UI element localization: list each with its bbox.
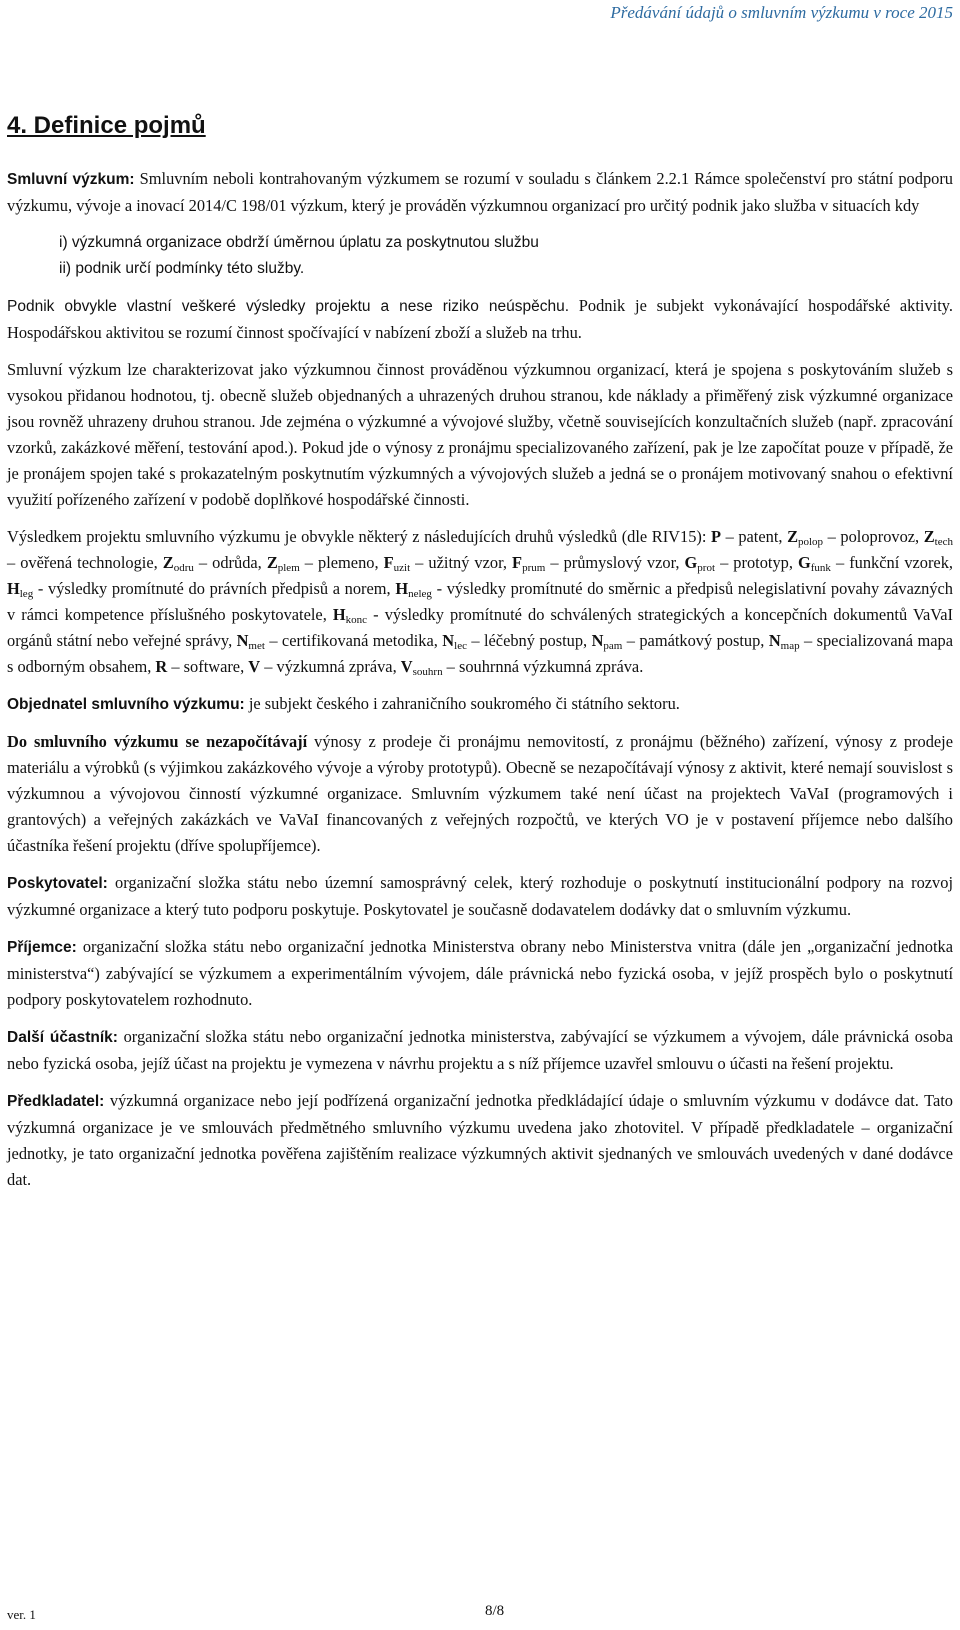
result-type-description: – prototyp,	[715, 553, 798, 572]
result-type-code: Z	[923, 527, 935, 546]
result-type-description: – specializovaná mapa s odborným obsahem,	[7, 631, 953, 676]
definitions-body	[7, 166, 953, 1204]
result-type-description: – certifikovaná metodika,	[264, 631, 443, 650]
result-type	[711, 527, 787, 546]
result-type	[384, 553, 512, 572]
result-type	[7, 579, 395, 598]
term-predkladatel: Předkladatel:	[7, 1093, 105, 1110]
paragraph-poskytovatel	[7, 870, 953, 923]
paragraph-charakteristika: Smluvní výzkum lze charakterizovat jako výzkumnou činnost prováděnou výzkumnou organizací, která je spojena s poskytováním služeb s vysokou přidanou hodnotou, tj. obecně služeb objednaných a uhrazených druhou stranou, kde náklady a přiměřený zisk výzkumné organizace jsou rovněž uhrazeny druhou stranou. Jde zejména o výzkumné a vývojové služby, včetně souvisejících konzultačních služeb (např. zpracování vzorků, zakázkové měření, testování apod.). Pokud jde o výnosy z pronájmu specializovaného zařízení, pak je lze započítat pouze v případě, že je pronájem spojen také s prokazatelným poskytnutím výzkumných a vývojových služeb a jedná se o pronájem motivovaný snahou o efektivní využití pořízeného zařízení v podobě doplňkové hospodářské činnosti.	[7, 360, 953, 509]
page-number: 8/8	[485, 1603, 505, 1619]
result-type-code: G	[798, 553, 811, 572]
result-type-subscript: konc	[345, 614, 368, 626]
result-type-code: G	[684, 553, 698, 572]
result-type-code: Z	[162, 553, 174, 572]
paragraph-dalsi-ucastnik	[7, 1024, 953, 1077]
definition-text: organizační složka státu nebo organizační jednotka Ministerstva obrany nebo Ministerstva vnitra (dále jen „organizační jednotka ministerstva“) zabývající se výzkumem a experimentálním vývojem, dále právnická nebo fyzická osoba, v jejíž prospěch bylo o poskytnutí podpory poskytovatelem rozhodnuto.	[7, 937, 953, 1009]
result-type-subscript: neleg	[408, 588, 432, 600]
term-poskytovatel: Poskytovatel:	[7, 875, 108, 892]
result-type-subscript: met	[248, 640, 265, 652]
result-type-description: – souhrnná výzkumná zpráva.	[442, 657, 644, 676]
result-types-list	[7, 527, 953, 676]
result-type	[787, 527, 924, 546]
result-type-description: – ověřená technologie,	[7, 553, 163, 572]
podnik-sentence: Podnik obvykle vlastní veškeré výsledky projektu a nese riziko neúspěchu.	[7, 298, 570, 315]
paragraph-druhy-vysledku	[7, 524, 953, 680]
result-type-description: – plemeno,	[299, 553, 384, 572]
result-type-code: R	[155, 657, 168, 676]
result-type-code: P	[710, 527, 721, 546]
result-type	[798, 553, 953, 572]
result-type-description: – výzkumná zpráva,	[260, 657, 401, 676]
paragraph-objednatel	[7, 691, 953, 718]
result-type-subscript: uzit	[393, 562, 411, 574]
result-type-code: H	[332, 605, 346, 624]
conditions-list	[7, 230, 953, 282]
result-type	[163, 553, 267, 572]
result-type-description: – patent,	[721, 527, 788, 546]
paragraph-predkladatel	[7, 1088, 953, 1193]
page-footer	[7, 1603, 953, 1625]
result-type-code: V	[248, 657, 261, 676]
result-type-subscript: odru	[173, 562, 194, 574]
result-type-description: – software,	[167, 657, 249, 676]
result-type-code: N	[442, 631, 455, 650]
result-type-description: – léčebný postup,	[466, 631, 592, 650]
result-type-code: V	[400, 657, 413, 676]
term-nezapocitavaji: Do smluvního výzkumu se nezapočítávají	[7, 732, 308, 751]
result-type-description: – poloprovoz,	[823, 527, 924, 546]
definition-text: organizační složka státu nebo územní samosprávný celek, který rozhoduje o poskytnutí institucionální podpory na rozvoj výzkumné organizace a který tuto podporu poskytuje. Poskytovatel je současně dodavatelem dodávky dat o smluvním výzkumu.	[7, 873, 953, 919]
result-type-description: – užitný vzor,	[410, 553, 513, 572]
podnik-text: Podnik je subjekt vykonávající hospodářské aktivity. Hospodářskou aktivitou se rozumí činnost spočívající v nabízení zboží a služeb na trhu.	[7, 296, 954, 342]
result-type-subscript: souhrn	[412, 666, 443, 678]
result-type-code: F	[512, 553, 523, 572]
result-type-subscript: tech	[934, 536, 953, 548]
result-type-subscript: pam	[603, 640, 623, 652]
result-type-code: N	[591, 631, 604, 650]
result-type-subscript: prot	[697, 562, 716, 574]
result-type-code: H	[7, 579, 20, 598]
result-type-subscript: lec	[454, 640, 467, 652]
term-objednatel: Objednatel smluvního výzkumu:	[7, 696, 245, 713]
paragraph-podnik	[7, 293, 953, 346]
paragraph-prijemce	[7, 934, 953, 1013]
definition-text: Smluvním neboli kontrahovaným výzkumem se rozumí v souladu s článkem 2.2.1 Rámce společenství pro státní podporu výzkumu, vývoje a inovací 2014/C 198/01 výzkum, který je prováděn výzkumnou organizací pro určitý podnik jako služba v situacích kdy	[7, 169, 953, 215]
result-type-code: Z	[266, 553, 278, 572]
result-type	[237, 631, 443, 650]
result-type-code: N	[236, 631, 249, 650]
result-type-subscript: plem	[277, 562, 300, 574]
paragraph-nezapocitavaji	[7, 729, 953, 859]
version-label: ver. 1	[7, 1607, 36, 1622]
term-smluvni-vyzkum: Smluvní výzkum:	[7, 171, 135, 188]
result-type-subscript: map	[780, 640, 800, 652]
result-type	[512, 553, 685, 572]
result-type-subscript: funk	[810, 562, 831, 574]
result-types-intro: Výsledkem projektu smluvního výzkumu je obvykle některý z následujících druhů výsledků (dle RIV15):	[7, 527, 711, 546]
result-type	[685, 553, 798, 572]
running-header: Předávání údajů o smluvním výzkumu v roce 2015	[610, 3, 953, 22]
result-type-subscript: prum	[522, 562, 546, 574]
term-dalsi-ucastnik: Další účastník:	[7, 1029, 118, 1046]
result-type-code: N	[768, 631, 781, 650]
section-title: 4. Definice pojmů	[7, 112, 206, 139]
result-type	[155, 657, 248, 676]
definition-text: je subjekt českého i zahraničního soukromého či státního sektoru.	[244, 694, 680, 713]
result-type-code: Z	[787, 527, 798, 546]
result-type-subscript: leg	[19, 588, 34, 600]
result-type-description: – odrůda,	[193, 553, 267, 572]
result-type-description: - výsledky promítnuté do směrnic a předpisů nelegislativní povahy závazných v rámci kompetence příslušného poskytovatele,	[7, 579, 953, 624]
result-type	[248, 657, 400, 676]
result-type-code: H	[395, 579, 409, 598]
result-type	[401, 657, 644, 676]
result-type-description: – průmyslový vzor,	[545, 553, 685, 572]
result-type-description: – památkový postup,	[622, 631, 769, 650]
definition-text: výnosy z prodeje či pronájmu nemovitostí, z pronájmu (běžného) zařízení, výnosy z prodeje materiálu a výrobků (s výjimkou zakázkového vývoje a výroby prototypů). Obecně se nezapočítávají výnosy z aktivit, které nemají souvislost s výzkumnou a vývojovou činností výzkumné organizace. Smluvním výzkumem také není účast na projektech VaVaI (programových i grantových) a veřejných zakázkách ve VaVaI financovaných z veřejných rozpočtů, ve kterých VO je v postavení příjemce nebo dalšího účastníka řešení projektu (dříve spolupříjemce).	[7, 732, 953, 855]
term-prijemce: Příjemce:	[7, 939, 77, 956]
result-type-description: - výsledky promítnuté do právních předpisů a norem,	[33, 579, 396, 598]
result-type	[267, 553, 384, 572]
result-type	[592, 631, 769, 650]
definition-text: výzkumná organizace nebo její podřízená organizační jednotka předkládající údaje o smluvním výzkumu v dodávce dat. Tato výzkumná organizace je ve smlouvách předmětného smluvního výzkumu uvedena jako zhotovitel. V případě předkladatele – organizační jednotky, je tato organizační jednotka pověřena zajištěním realizace výzkumných aktivit sjednaných ve smlouvách uvedených v dané dodávce dat.	[7, 1091, 953, 1189]
condition-item: ii) podnik určí podmínky této služby.	[59, 260, 305, 277]
paragraph-smluvni-vyzkum	[7, 166, 953, 219]
result-type-code: F	[383, 553, 394, 572]
definition-text: organizační složka státu nebo organizační jednotka ministerstva, zabývající se výzkumem a vývojem, dále právnická osoba nebo fyzická osoba, jejíž účast na projektu je vymezena v návrhu projektu a s níž příjemce uzavřel smlouvu o účasti na řešení projektu.	[7, 1027, 953, 1073]
result-type	[442, 631, 591, 650]
result-type-description: - výsledky promítnuté do schválených strategických a koncepčních dokumentů VaVaI orgánů státní nebo veřejné správy,	[7, 605, 953, 650]
result-type-subscript: polop	[798, 536, 824, 548]
result-type-description: – funkční vzorek,	[830, 553, 954, 572]
condition-item: i) výzkumná organizace obdrží úměrnou úplatu za poskytnutou službu	[59, 234, 539, 251]
